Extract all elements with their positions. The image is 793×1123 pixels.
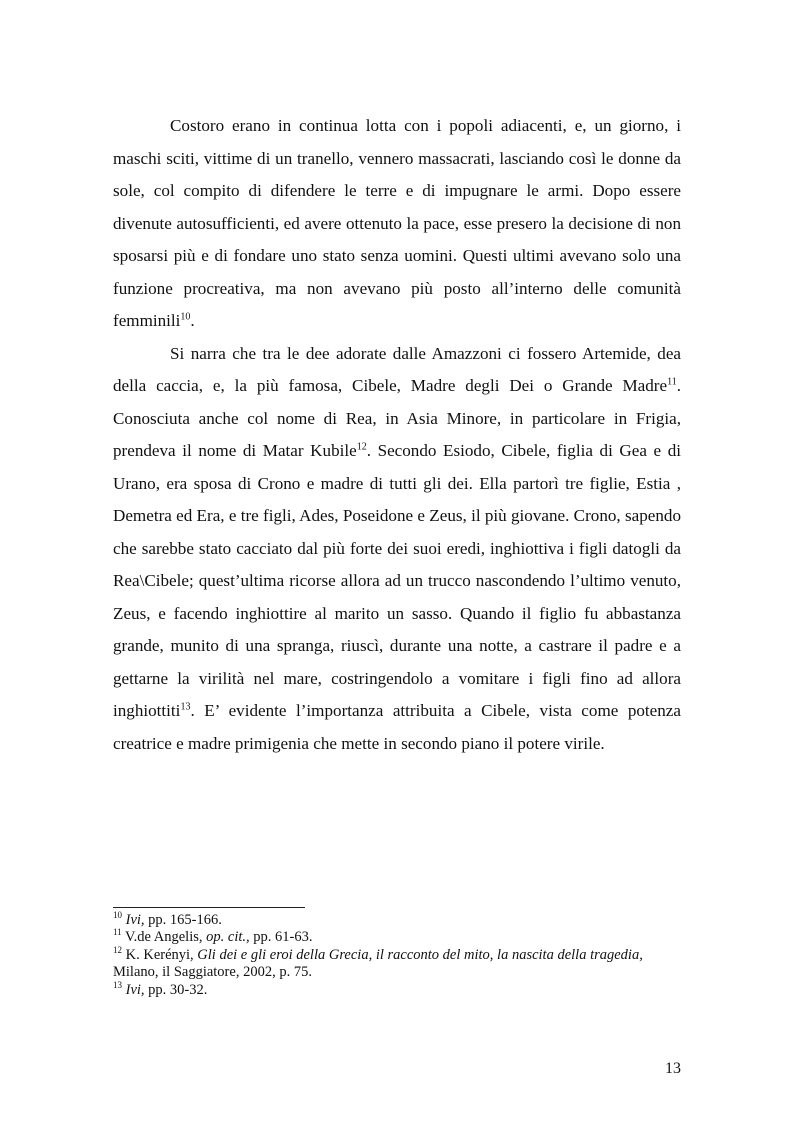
footnote-ref-13[interactable]: 13	[180, 701, 191, 713]
footnote-12	[113, 944, 681, 982]
footnote-13	[113, 979, 681, 999]
footnote-number: 13	[113, 979, 122, 990]
paragraph-text: . Conosciuta anche col nome di Rea, in Asia Minore, in particolare in Frigia, prendeva il nome di Matar Kubile	[113, 376, 681, 460]
footnote-ref-12[interactable]: 12	[356, 441, 367, 453]
paragraph-text: .	[190, 311, 195, 330]
paragraph-2	[113, 338, 681, 761]
footnote-separator	[113, 907, 305, 908]
footnote-text: V.de Angelis,	[121, 929, 207, 946]
footnotes	[113, 912, 681, 999]
paragraph-text: Si narra che tra le dee adorate dalle Amazzoni ci fossero Artemide, dea della caccia, e, la più famosa, Cibele, Madre degli Dei o Grande Madre	[113, 343, 681, 395]
paragraph-text: Costoro erano in continua lotta con i popoli adiacenti, e, un giorno, i maschi sciti, vittime di un tranello, vennero massacrati, lasciando così le donne da sole, col compito di difendere le terre e di impugnare le armi. Dopo essere divenute autosufficienti, ed avere ottenuto la pace, esse presero la decisione di non sposarsi più e di fondare uno stato senza uomini. Questi ultimi avevano solo una funzione procreativa, ma non avevano più posto all’interno delle comunità femminili	[113, 116, 681, 330]
footnote-text: pp. 61-63.	[249, 929, 313, 946]
footnote-number: 12	[113, 944, 122, 955]
paragraph-text: . Secondo Esiodo, Cibele, figlia di Gea e di Urano, era sposa di Crono e madre di tutti gli dei. Ella partorì tre figlie, Estia , Demetra ed Era, e tre figli, Ades, Poseidone e Zeus, il più giovane. Crono, sapendo che sarebbe stato cacciato dal più forte dei suoi eredi, inghiottiva i figli datogli da Rea\Cibele; quest’ultima ricorse allora ad un trucco nascondendo l’ultimo venuto, Zeus, e facendo inghiottire al marito un sasso. Quando il figlio fu abbastanza grande, munito di una spranga, riuscì, durante una notte, a castrare il padre e a gettarne la virilità nel mare, costringendolo a vomitare i figli fino ad allora inghiottiti	[113, 441, 681, 720]
footnote-text: pp. 165-166.	[144, 912, 222, 928]
footnote-ref-11[interactable]: 11	[667, 376, 677, 388]
footnote-number: 11	[113, 927, 122, 938]
footnote-10	[113, 912, 681, 929]
paragraph-text: . E’ evidente l’importanza attribuita a Cibele, vista come potenza creatrice e madre primigenia che mette in secondo piano il potere virile.	[113, 701, 681, 753]
footnote-italic: Gli dei e gli eroi della Grecia, il racconto del mito, la nascita della tragedia,	[197, 946, 643, 963]
footnote-text: pp. 30-32.	[144, 981, 208, 998]
footnote-italic: Ivi,	[125, 912, 145, 928]
footnote-11	[113, 929, 681, 946]
footnote-italic: op. cit.,	[206, 929, 250, 946]
footnote-italic: Ivi,	[125, 981, 145, 998]
footnote-text: Milano, il Saggiatore, 2002, p. 75.	[113, 964, 312, 981]
paragraph-1	[113, 110, 681, 338]
footnote-ref-10[interactable]: 10	[180, 311, 191, 323]
footnote-text: K. Kerényi,	[122, 946, 198, 963]
page-number: 13	[665, 1060, 681, 1077]
footnote-number: 10	[113, 910, 122, 921]
body-text	[113, 110, 681, 760]
